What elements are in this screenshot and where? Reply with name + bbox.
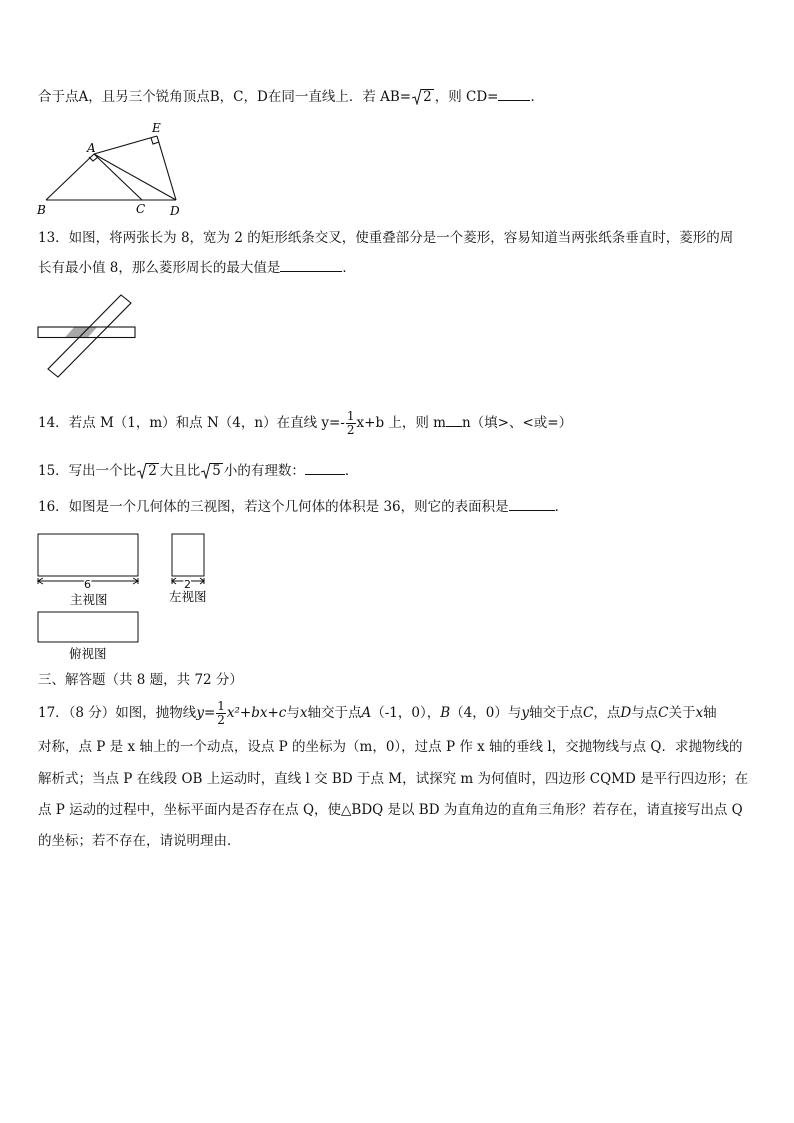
q12-sqrt-value: 2 xyxy=(423,89,432,105)
q17-point-b: B xyxy=(440,705,451,721)
q14-text-part2: x+b 上，则 m xyxy=(356,415,446,431)
q16-text-part: 16．如图是一个几何体的三视图，若这个几何体的体积是 36，则它的表面积是 xyxy=(38,499,509,515)
q15-text-part3: 小的有理数： xyxy=(223,463,305,479)
q17-text-h: 与点 xyxy=(631,705,659,721)
q12-text-part2: ，则 CD= xyxy=(434,89,499,105)
q13-strips-figure xyxy=(36,292,140,382)
q17-line5: 的坐标；若不存在，请说明理由． xyxy=(38,833,241,849)
q16-end: ． xyxy=(554,499,569,515)
q12-text-part1: 合于点A，且另三个锐角顶点B，C，D在同一直线上．若 AB= xyxy=(38,89,412,105)
front-dim-label: 6 xyxy=(84,578,91,591)
label-c: C xyxy=(136,202,146,216)
q17-equals: = xyxy=(203,705,216,721)
q13-line1: 13．如图，将两张长为 8，宽为 2 的矩形纸条交叉，使重叠部分是一个菱形，容易知道当两张纸条垂直时，菱形的周 xyxy=(38,230,734,246)
left-dim-label: 2 xyxy=(184,578,191,591)
q16-answer-blank xyxy=(509,498,555,511)
q14-fraction xyxy=(346,410,356,437)
q17-text-g: ，点 xyxy=(593,705,621,721)
q12-text xyxy=(38,88,544,106)
q14-frac-den: 2 xyxy=(346,423,355,437)
q17-text-e: （4，0）与 xyxy=(450,705,522,721)
line-ab xyxy=(46,154,94,200)
sqrt-5 xyxy=(201,462,223,480)
q12-triangle-figure xyxy=(36,120,186,218)
q14-text-part3: n（填>、<或=） xyxy=(461,415,573,431)
q15-end: ． xyxy=(344,463,359,479)
q17-text-c: 轴交于点 xyxy=(307,705,362,721)
line-ae xyxy=(94,136,157,154)
sqrt-2 xyxy=(412,88,434,106)
q17-var-x: x xyxy=(299,705,308,721)
q14-answer-blank xyxy=(446,414,462,427)
q17-point-c: C xyxy=(583,705,594,721)
radical-sign-icon xyxy=(137,462,147,479)
q12-answer-blank xyxy=(498,88,530,101)
sqrt-2 xyxy=(137,462,159,480)
q17-polynomial: x²+bx+c xyxy=(226,705,287,721)
q17-var-y2: y xyxy=(521,705,529,721)
q17-var-y: y xyxy=(196,705,204,721)
front-view-label: 主视图 xyxy=(70,592,108,607)
q17-text-f: 轴交于点 xyxy=(529,705,583,721)
label-d: D xyxy=(170,204,180,218)
q15-text xyxy=(38,462,358,480)
q15-answer-blank xyxy=(305,462,345,475)
q12-end: ． xyxy=(530,89,544,105)
left-view-label: 左视图 xyxy=(169,589,207,604)
q13-answer-blank xyxy=(280,259,342,272)
front-view-rect xyxy=(38,534,138,576)
q17-text-j: 轴 xyxy=(703,705,717,721)
q13-line2-text: 长有最小值 8，那么菱形周长的最大值是 xyxy=(38,260,281,276)
q17-text-i: 关于 xyxy=(668,705,696,721)
q16-text xyxy=(38,498,568,516)
q14-text-part1: 14．若点 M（1，m）和点 N（4，n）在直线 y=- xyxy=(38,415,345,431)
q15-sqrt-a: 2 xyxy=(148,463,157,479)
q14-text xyxy=(38,410,572,437)
q17-point-a: A xyxy=(361,705,372,721)
q17-line1 xyxy=(38,700,717,727)
q17-frac-num: 1 xyxy=(217,699,225,713)
radical-sign-icon xyxy=(201,462,211,479)
q17-line2: 对称，点 P 是 x 轴上的一个动点，设点 P 的坐标为（m，0），过点 P 作 x 轴的垂线 l，交抛物线与点 Q．求抛物线的 xyxy=(38,739,743,755)
label-e: E xyxy=(152,121,161,135)
diagonal-strip xyxy=(48,295,131,377)
q14-frac-num: 1 xyxy=(346,409,355,423)
q17-frac-den: 2 xyxy=(217,713,225,727)
q13-line2 xyxy=(38,259,356,277)
q15-sqrt-b: 5 xyxy=(212,463,221,479)
label-b: B xyxy=(37,203,46,217)
q17-point-c2: C xyxy=(658,705,669,721)
top-view-label: 俯视图 xyxy=(69,646,107,661)
q17-text-d: （-1，0）， xyxy=(371,705,441,721)
q17-text-a: 17．（8 分）如图，抛物线 xyxy=(38,705,197,721)
q17-line4: 点 P 运动的过程中，坐标平面内是否存在点 Q，使△BDQ 是以 BD 为直角边的直角三角形？若存在，请直接写出点 Q xyxy=(38,802,743,818)
top-view-rect xyxy=(38,612,138,642)
left-view-rect xyxy=(172,534,204,576)
right-angle-mark-a xyxy=(89,157,98,161)
section3-title: 三、解答题（共 8 题，共 72 分） xyxy=(38,672,243,688)
label-a: A xyxy=(87,141,96,155)
q13-end: ． xyxy=(342,260,356,276)
q17-point-d: D xyxy=(620,705,632,721)
radical-sign-icon xyxy=(412,88,422,105)
q17-text-b: 与 xyxy=(286,705,300,721)
q15-text-part1: 15．写出一个比 xyxy=(38,463,137,479)
q15-text-part2: 大且比 xyxy=(159,463,201,479)
q16-three-views-figure xyxy=(34,528,224,666)
q17-line3: 解析式；当点 P 在线段 OB 上运动时，直线 l 交 BD 于点 M，试探究 m 为何值时，四边形 CQMD 是平行四边形；在 xyxy=(38,771,749,787)
q17-var-x2: x xyxy=(695,705,704,721)
q17-fraction xyxy=(216,700,226,727)
